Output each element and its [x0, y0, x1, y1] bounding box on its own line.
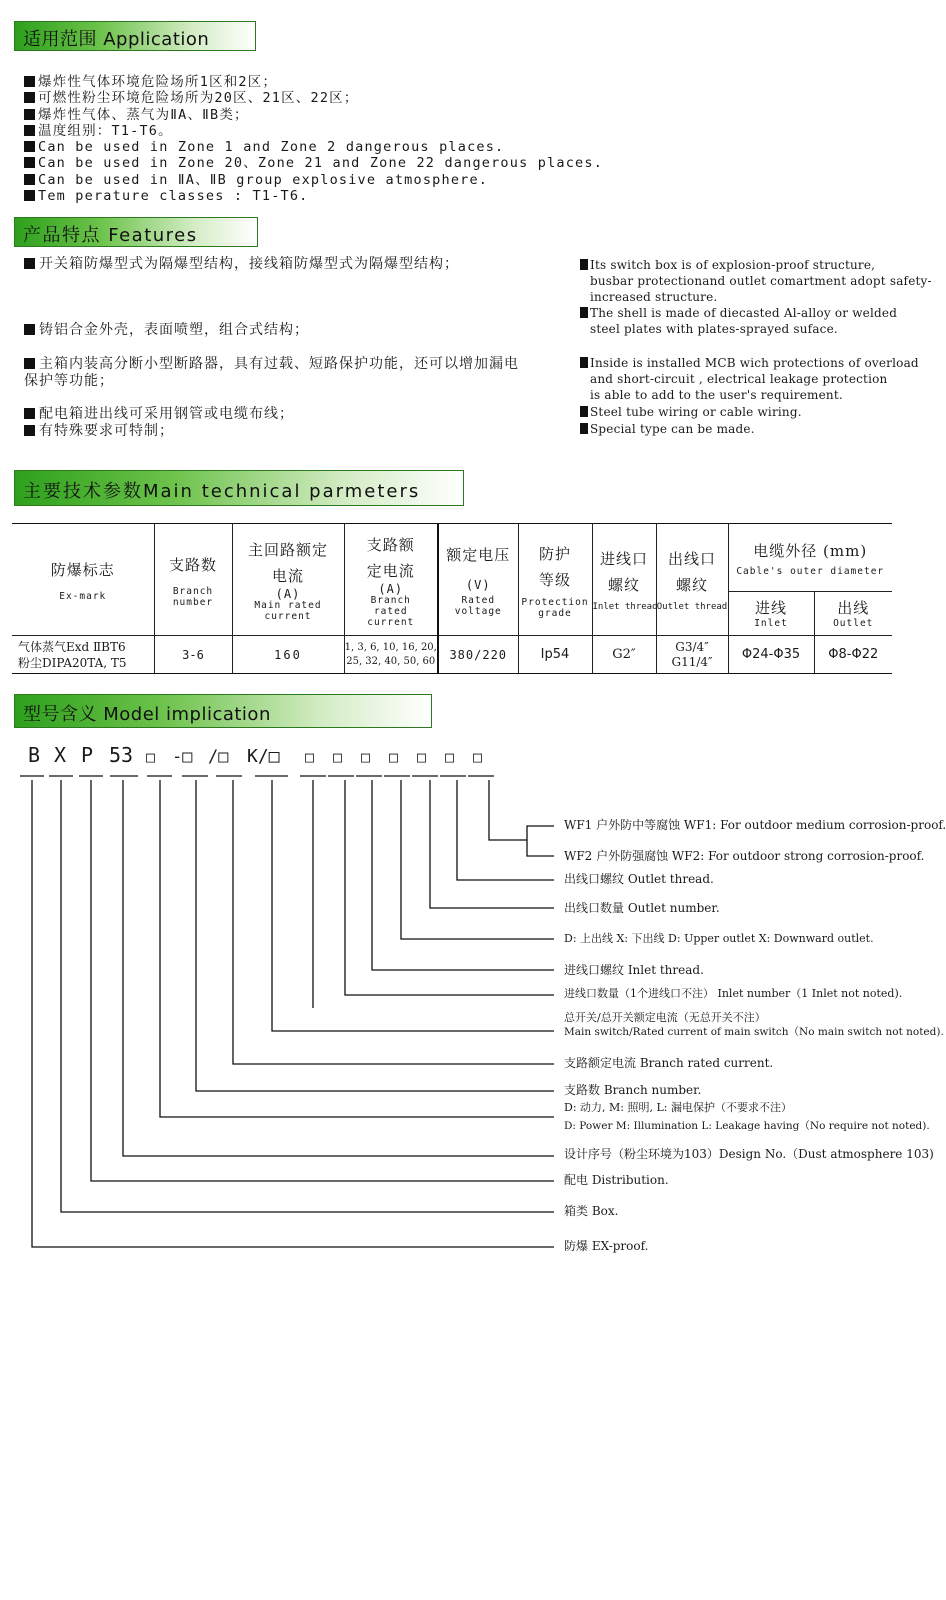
- feature-zh-1: 开关箱防爆型式为隔爆型结构，接线箱防爆型式为隔爆型结构；: [24, 256, 464, 273]
- bullet-icon: [24, 358, 35, 369]
- feature-en-2: The shell is made of diecasted Al-alloy or welded steel plates with plates-sprayed suface.: [580, 305, 897, 337]
- label-function-zh: D: 动力, M: 照明, L: 漏电保护（不要求不注）: [564, 1101, 792, 1114]
- application-header-text: 适用范围 Application: [23, 29, 210, 50]
- bullet-icon: [24, 109, 35, 120]
- bullet-icon: [24, 157, 35, 168]
- code-slot-2: -□: [172, 747, 193, 767]
- feature-en-5: Special type can be made.: [580, 421, 755, 437]
- cell-voltage: 380/220: [438, 636, 518, 674]
- code-slot-1: □: [146, 748, 156, 766]
- model-header: [14, 694, 432, 728]
- bullet-icon: [580, 357, 588, 368]
- features-header-text: 产品特点 Features: [23, 225, 198, 246]
- params-header: [14, 470, 464, 506]
- code-slot-8: □: [389, 748, 399, 766]
- th-protection: 防护 等级 Protection grade: [518, 524, 592, 636]
- code-x: X: [54, 743, 67, 767]
- label-box: 箱类 Box.: [564, 1204, 619, 1218]
- label-outlet-number: 出线口数量 Outlet number.: [564, 901, 720, 915]
- th-cable-outlet: 出线 Outlet: [814, 592, 892, 636]
- label-outlet-direction: D: 上出线 X: 下出线 D: Upper outlet X: Downward outlet.: [564, 932, 874, 945]
- cell-outlet-thread: G3/4″ G11/4″: [656, 636, 728, 674]
- code-slot-3: /□: [208, 747, 229, 767]
- label-inlet-thread: 进线口螺纹 Inlet thread.: [564, 963, 704, 977]
- th-inlet-thread: 进线口 螺纹 Inlet thread: [592, 524, 656, 636]
- th-cable-inlet: 进线 Inlet: [728, 592, 814, 636]
- th-cable-diameter: 电缆外径 (mm) Cable's outer diameter: [728, 524, 892, 592]
- bullet-icon: [24, 141, 35, 152]
- application-header: [14, 21, 256, 51]
- bullet-icon: [580, 423, 588, 434]
- cell-exmark: 气体蒸气Exd ⅡBT6 粉尘DIPA20TA, T5: [18, 639, 127, 670]
- feature-zh-5: 有特殊要求可特制；: [24, 423, 464, 440]
- label-outlet-thread: 出线口螺纹 Outlet thread.: [564, 872, 714, 886]
- label-distribution: 配电 Distribution.: [564, 1173, 669, 1187]
- label-inlet-number: 进线口数量（1个进线口不注） Inlet number（1 Inlet not noted).: [564, 987, 903, 1000]
- cell-cable-outlet: Φ8-Φ22: [814, 636, 892, 674]
- code-slot-7: □: [361, 748, 371, 766]
- code-slot-10: □: [445, 748, 455, 766]
- cell-inlet-thread: G2″: [592, 636, 656, 674]
- bullet-icon: [24, 76, 35, 87]
- label-branch-number: 支路数 Branch number.: [564, 1083, 702, 1097]
- feature-zh-4: 配电箱进出线可采用钢管或电缆布线；: [24, 406, 464, 423]
- cell-cable-inlet: Φ24-Φ35: [728, 636, 814, 674]
- code-slot-4: K/□: [247, 746, 280, 767]
- th-branch-current: 支路额 定电流 (A) Branch rated current: [344, 524, 438, 636]
- code-53: 53: [109, 743, 134, 767]
- bullet-icon: [580, 259, 588, 270]
- code-b: B: [28, 743, 41, 767]
- bullet-icon: [580, 307, 588, 318]
- feature-en-4: Steel tube wiring or cable wiring.: [580, 404, 802, 420]
- bullet-icon: [24, 92, 35, 103]
- application-list: [24, 74, 603, 204]
- cell-main-current: 160: [232, 636, 344, 674]
- label-branch-current: 支路额定电流 Branch rated current.: [564, 1056, 774, 1070]
- list-item: Tem perature classes : T1-T6.: [24, 188, 603, 204]
- label-design-no: 设计序号（粉尘环境为103）Design No.（Dust atmosphere 103): [564, 1147, 934, 1161]
- th-outlet-thread: 出线口 螺纹 Outlet thread: [656, 524, 728, 636]
- bullet-icon: [24, 190, 35, 201]
- list-item: 爆炸性气体、蒸气为ⅡA、ⅡB类；: [24, 107, 603, 123]
- feature-en-1: Its switch box is of explosion-proof structure, busbar protectionand outlet comartment adopt safety- increased structure.: [580, 257, 932, 305]
- bullet-icon: [24, 258, 35, 269]
- bullet-icon: [24, 125, 35, 136]
- cell-protection: Ip54: [518, 636, 592, 674]
- bullet-icon: [24, 408, 35, 419]
- label-ex-proof: 防爆 EX-proof.: [564, 1239, 649, 1253]
- label-function-en: D: Power M: Illumination L: Leakage having（No require not noted).: [564, 1120, 930, 1132]
- list-item: Can be used in Zone 20、Zone 21 and Zone 22 dangerous places.: [24, 155, 603, 171]
- label-wf2: WF2 户外防强腐蚀 WF2: For outdoor strong corrosion-proof.: [564, 849, 925, 863]
- bullet-icon: [580, 406, 588, 417]
- feature-zh-2: 铸铝合金外壳，表面喷塑，组合式结构；: [24, 322, 464, 339]
- bullet-icon: [24, 324, 35, 335]
- th-branch: 支路数 Branch number: [154, 524, 232, 636]
- th-voltage: 额定电压 (V) Rated voltage: [438, 524, 518, 636]
- label-wf1: WF1 户外防中等腐蚀 WF1: For outdoor medium corrosion-proof.: [564, 818, 946, 832]
- params-header-text: 主要技术参数Main technical parmeters: [23, 481, 421, 502]
- cell-branch-current: 1, 3, 6, 10, 16, 20, 25, 32, 40, 50, 60: [344, 636, 438, 674]
- code-slot-11: □: [473, 748, 483, 766]
- table-row: [12, 636, 892, 674]
- th-exmark: 防爆标志 Ex-mark: [50, 561, 115, 602]
- code-p: P: [81, 743, 94, 767]
- label-main-switch-zh: 总开关/总开关额定电流（无总开关不注）: [564, 1011, 766, 1024]
- feature-zh-3: 主箱内装高分断小型断路器，具有过载、短路保护功能，还可以增加漏电保护等功能；: [24, 356, 519, 389]
- code-slot-6: □: [333, 748, 343, 766]
- list-item: 爆炸性气体环境危险场所1区和2区；: [24, 74, 603, 90]
- list-item: 温度组别：T1-T6。: [24, 123, 603, 139]
- list-item: 可燃性粉尘环境危险场所为20区、21区、22区；: [24, 90, 603, 106]
- list-item: Can be used in Zone 1 and Zone 2 dangerous places.: [24, 139, 603, 155]
- list-item: Can be used in ⅡA、ⅡB group explosive atmosphere.: [24, 172, 603, 188]
- feature-en-3: Inside is installed MCB wich protections of overload and short-circuit , electrical leakage protection is able to add to the user's requirement.: [580, 355, 919, 403]
- bullet-icon: [24, 174, 35, 185]
- cell-branch: 3-6: [154, 636, 232, 674]
- code-slot-5: □: [305, 748, 315, 766]
- spec-table: [12, 523, 892, 674]
- bullet-icon: [24, 425, 35, 436]
- label-main-switch-en: Main switch/Rated current of main switch（No main switch not noted).: [564, 1026, 944, 1038]
- features-header: [14, 217, 258, 247]
- model-header-text: 型号含义 Model implication: [23, 704, 271, 725]
- th-main-current: 主回路额定 电流 (A) Main rated current: [232, 524, 344, 636]
- code-slot-9: □: [417, 748, 427, 766]
